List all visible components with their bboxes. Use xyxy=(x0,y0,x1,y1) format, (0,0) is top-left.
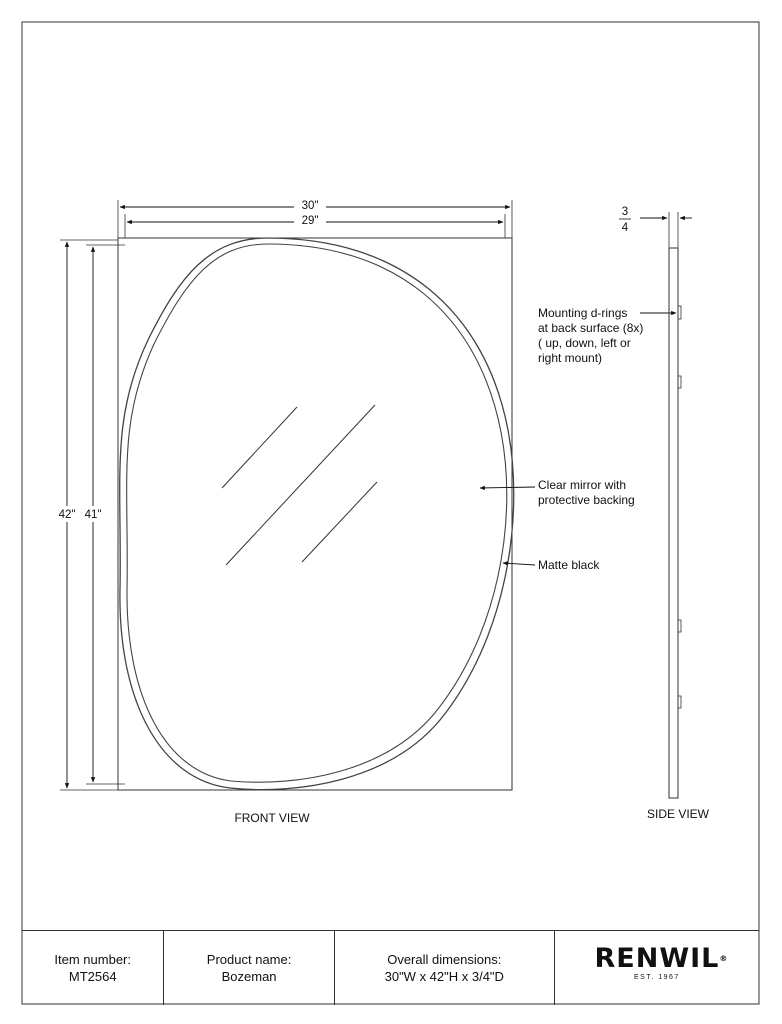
side-view-title: SIDE VIEW xyxy=(646,807,710,821)
title-block xyxy=(22,930,759,1005)
sheet-border xyxy=(22,22,759,1004)
svg-text:Matte black: Matte black xyxy=(538,558,600,572)
mounting-callout xyxy=(538,306,643,365)
item-number-label: Item number: xyxy=(54,952,131,967)
svg-text:4: 4 xyxy=(621,222,629,234)
height-outer-label: 42" xyxy=(58,509,76,521)
depth-label xyxy=(619,206,631,234)
brand-established: EST. 1967 xyxy=(634,974,680,981)
width-outer-label: 30" xyxy=(301,200,319,212)
svg-text:Clear mirror with: Clear mirror with xyxy=(538,478,627,492)
product-name-cell xyxy=(164,931,334,1005)
frame-callout xyxy=(538,558,600,572)
brand-logo xyxy=(555,931,759,1005)
svg-text:( up, down, left or: ( up, down, left or xyxy=(538,336,631,350)
product-name-label: Product name: xyxy=(206,952,292,967)
mirror-callout xyxy=(538,478,635,507)
mirror-frame-outer xyxy=(120,238,514,790)
registered-mark: ® xyxy=(719,954,729,963)
reflection-line xyxy=(226,405,375,565)
svg-text:3: 3 xyxy=(621,206,629,218)
height-inner-label: 41" xyxy=(84,509,102,521)
overall-dimensions-label: Overall dimensions: xyxy=(387,952,502,967)
mirror-glass-edge xyxy=(127,244,507,782)
item-number-cell xyxy=(22,931,164,1005)
svg-text:Mounting d-rings: Mounting d-rings xyxy=(538,306,628,320)
overall-dimensions-cell xyxy=(335,931,555,1005)
mirror-callout-leader xyxy=(480,487,535,488)
side-view-profile xyxy=(669,248,678,798)
svg-text:at back surface (8x): at back surface (8x) xyxy=(538,321,644,335)
width-inner-label: 29" xyxy=(301,215,319,227)
overall-dimensions-value: 30"W x 42"H x 3/4"D xyxy=(384,969,504,984)
svg-text:right mount): right mount) xyxy=(538,351,603,365)
reflection-line xyxy=(222,407,297,488)
reflection-line xyxy=(302,482,377,562)
front-view-title: FRONT VIEW xyxy=(234,811,310,825)
brand-wordmark: RENWIL ® xyxy=(594,943,729,974)
item-number-value: MT2564 xyxy=(68,969,117,984)
front-bounding-box xyxy=(118,238,512,790)
product-name-value: Bozeman xyxy=(221,969,277,984)
svg-text:protective backing: protective backing xyxy=(538,493,635,507)
